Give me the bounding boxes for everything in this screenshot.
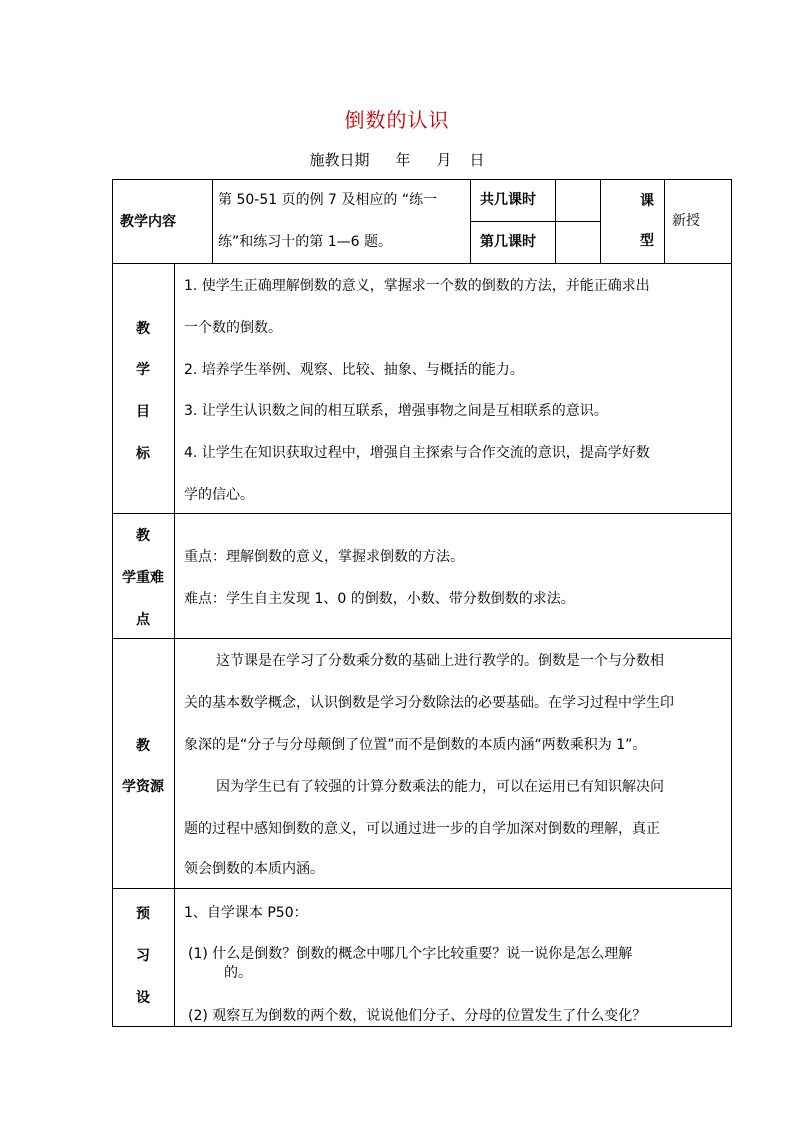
row-divider-objectives [112,513,732,514]
type-label-bottom: 型 [640,233,654,249]
resources-label-char-2: 学资源 [122,779,164,795]
objectives-label-char-3: 目 [136,404,150,420]
preview-question-2: (2) 观察互为倒数的两个数，说说他们分子、分母的位置发生了什么变化？ [188,1008,647,1024]
resources-para-1-line-1: 这节课是在学习了分数乘分数的基础上进行教学的。倒数是一个与分数相 [216,653,664,669]
row-divider-resources [112,888,732,889]
keypoints-label-char-3: 点 [136,612,150,628]
objective-2: 2. 培养学生举例、观察、比较、抽象、与概括的能力。 [184,362,524,378]
content-label: 教学内容 [120,214,176,230]
header-col-4 [600,179,601,263]
lesson-plan-table [112,179,732,1027]
preview-label-char-3: 设 [136,990,150,1006]
keypoints-label-char-2: 学重难 [122,570,164,586]
objective-1-line-2: 一个数的倒数。 [184,320,282,336]
row-divider-keypoints [112,638,732,639]
table-border-bottom [112,1026,732,1027]
table-border-top [112,179,732,180]
resources-para-2-line-2: 题的过程中感知倒数的意义，可以通过进一步的自学加深对倒数的理解，真正 [184,821,660,837]
date-month: 月 [436,151,452,169]
resources-para-1-line-2: 关的基本数学概念，认识倒数是学习分数除法的必要基础。在学习过程中学生印 [184,695,674,711]
row-divider-header [112,263,732,264]
objective-3: 3. 让学生认识数之间的相互联系，增强事物之间是互相联系的意识。 [184,403,608,419]
body-label-column-divider [174,263,175,1027]
resources-para-2-line-1: 因为学生已有了较强的计算分数乘法的能力，可以在运用已有知识解决问 [216,779,664,795]
header-hours-divider [470,221,600,222]
document-title: 倒数的认识 [344,108,450,132]
type-label-top: 课 [640,193,654,209]
date-label: 施教日期 [309,151,370,169]
preview-item-1: 1、自学课本 P50： [184,905,308,921]
keypoint-focus: 重点：理解倒数的意义，掌握求倒数的方法。 [184,549,464,565]
content-text-line-1: 第 50-51 页的例 7 及相应的 “练一 [218,192,438,208]
header-col-2 [470,179,471,263]
header-col-5 [664,179,665,263]
date-year: 年 [395,151,411,169]
content-text-line-2: 练”和练习十的第 1—6 题。 [218,234,392,250]
objectives-label-char-4: 标 [136,446,150,462]
preview-question-1-cont: 的。 [224,965,252,981]
date-day: 日 [469,151,485,169]
lesson-type-value: 新授 [672,213,700,229]
keypoints-label-char-1: 教 [136,528,150,544]
objectives-label-char-1: 教 [136,321,150,337]
resources-label-char-1: 教 [136,738,150,754]
preview-question-1: (1) 什么是倒数？倒数的概念中哪几个字比较重要？说一说你是怎么理解 [188,946,633,962]
preview-label-char-1: 预 [136,906,150,922]
objectives-label-char-2: 学 [136,362,150,378]
header-col-1 [212,179,213,263]
objective-1-line-1: 1. 使学生正确理解倒数的意义，掌握求一个数的倒数的方法，并能正确求出 [184,278,650,294]
objective-4-line-1: 4. 让学生在知识获取过程中，增强自主探索与合作交流的意识，提高学好数 [184,445,650,461]
keypoint-difficulty: 难点：学生自主发现 1、0 的倒数，小数、带分数倒数的求法。 [184,591,575,607]
teaching-date-line [0,149,794,170]
resources-para-2-line-3: 领会倒数的本质内涵。 [184,861,324,877]
which-hour-label: 第几课时 [480,234,536,250]
total-hours-label: 共几课时 [480,192,536,208]
header-col-3 [555,179,556,263]
resources-para-1-line-3: 象深的是“分子与分母颠倒了位置”而不是倒数的本质内涵“两数乘积为 1”。 [184,737,647,753]
table-border-right [731,179,732,1027]
table-border-left [112,179,113,1027]
preview-label-char-2: 习 [136,948,150,964]
objective-4-line-2: 学的信心。 [184,487,254,503]
